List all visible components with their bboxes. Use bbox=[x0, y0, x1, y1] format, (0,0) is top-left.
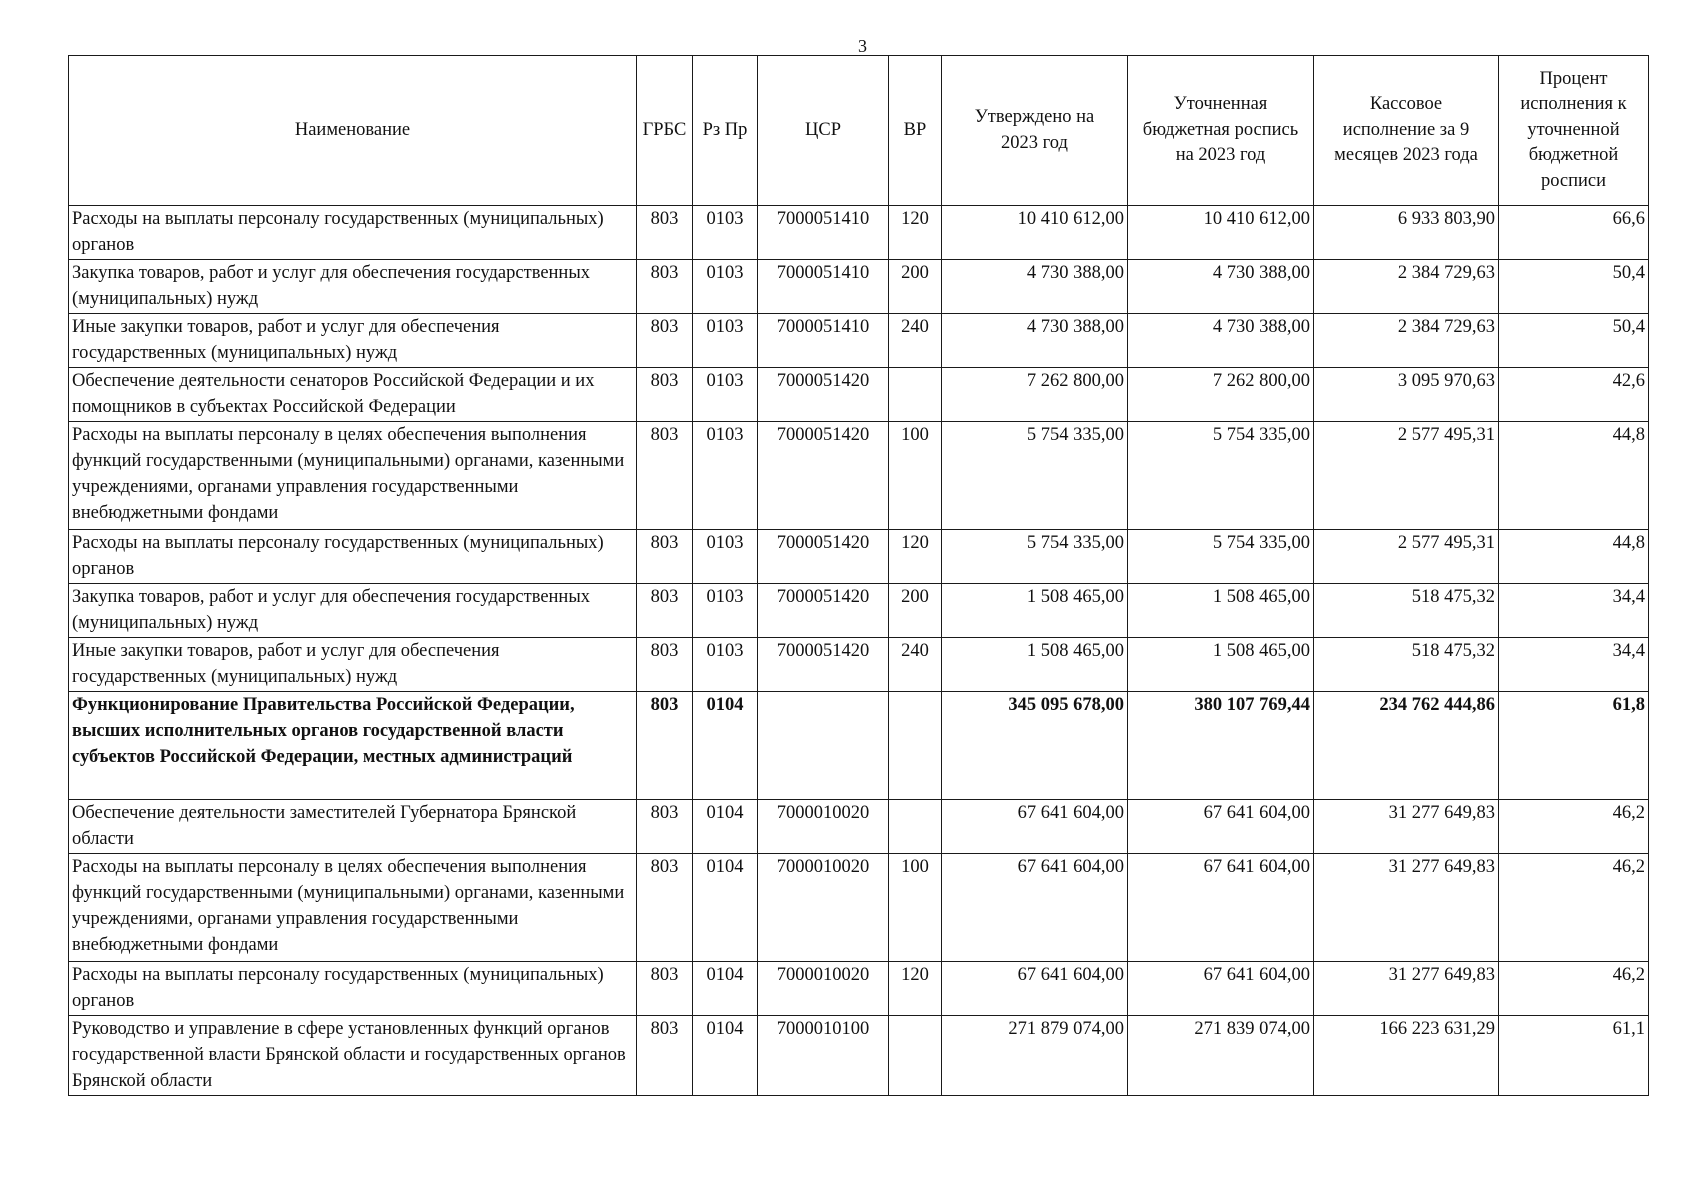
row-approved-cell: 67 641 604,00 bbox=[942, 962, 1128, 1016]
row-csr-cell: 7000051420 bbox=[758, 368, 889, 422]
row-vr-cell bbox=[889, 800, 942, 854]
row-rzpr-cell: 0103 bbox=[693, 314, 758, 368]
budget-execution-table bbox=[68, 55, 1649, 1096]
row-refined-cell: 1 508 465,00 bbox=[1128, 638, 1314, 692]
row-approved-cell: 1 508 465,00 bbox=[942, 638, 1128, 692]
row-refined-cell: 7 262 800,00 bbox=[1128, 368, 1314, 422]
row-refined-cell: 5 754 335,00 bbox=[1128, 422, 1314, 530]
row-percent-cell: 61,8 bbox=[1499, 692, 1649, 800]
table-row bbox=[69, 584, 1649, 638]
row-vr-cell bbox=[889, 692, 942, 800]
row-csr-cell: 7000051420 bbox=[758, 638, 889, 692]
row-approved-cell: 4 730 388,00 bbox=[942, 260, 1128, 314]
row-refined-cell: 67 641 604,00 bbox=[1128, 854, 1314, 962]
header-vr: ВР bbox=[889, 56, 942, 206]
row-name-cell: Расходы на выплаты персоналу государственных (муниципальных) органов bbox=[69, 530, 637, 584]
row-percent-cell: 34,4 bbox=[1499, 584, 1649, 638]
row-refined-cell: 67 641 604,00 bbox=[1128, 962, 1314, 1016]
header-percent: Процент исполнения к уточненной бюджетной росписи bbox=[1499, 56, 1649, 206]
row-cash-cell: 2 384 729,63 bbox=[1314, 260, 1499, 314]
row-cash-cell: 166 223 631,29 bbox=[1314, 1016, 1499, 1096]
table-header-row bbox=[69, 56, 1649, 206]
row-rzpr-cell: 0103 bbox=[693, 584, 758, 638]
row-grbs-cell: 803 bbox=[637, 692, 693, 800]
row-name-cell: Расходы на выплаты персоналу в целях обеспечения выполнения функций государственными (муниципальными) органами, казенными учреждениями, органами управления государственными внебюджетными фондами bbox=[69, 422, 637, 530]
row-grbs-cell: 803 bbox=[637, 314, 693, 368]
row-refined-cell: 271 839 074,00 bbox=[1128, 1016, 1314, 1096]
row-vr-cell: 240 bbox=[889, 638, 942, 692]
row-name-cell: Расходы на выплаты персоналу государственных (муниципальных) органов bbox=[69, 962, 637, 1016]
table-row bbox=[69, 530, 1649, 584]
row-csr-cell: 7000010020 bbox=[758, 854, 889, 962]
row-cash-cell: 31 277 649,83 bbox=[1314, 854, 1499, 962]
row-refined-cell: 1 508 465,00 bbox=[1128, 584, 1314, 638]
row-cash-cell: 2 577 495,31 bbox=[1314, 530, 1499, 584]
row-refined-cell: 5 754 335,00 bbox=[1128, 530, 1314, 584]
row-cash-cell: 2 384 729,63 bbox=[1314, 314, 1499, 368]
table-row bbox=[69, 638, 1649, 692]
table-row bbox=[69, 962, 1649, 1016]
row-approved-cell: 271 879 074,00 bbox=[942, 1016, 1128, 1096]
row-grbs-cell: 803 bbox=[637, 368, 693, 422]
row-percent-cell: 66,6 bbox=[1499, 206, 1649, 260]
row-rzpr-cell: 0103 bbox=[693, 206, 758, 260]
row-name-cell: Расходы на выплаты персоналу государственных (муниципальных) органов bbox=[69, 206, 637, 260]
row-vr-cell bbox=[889, 368, 942, 422]
header-cash: Кассовое исполнение за 9 месяцев 2023 года bbox=[1314, 56, 1499, 206]
row-name-cell: Обеспечение деятельности сенаторов Российской Федерации и их помощников в субъектах Российской Федерации bbox=[69, 368, 637, 422]
table-row bbox=[69, 368, 1649, 422]
row-rzpr-cell: 0103 bbox=[693, 422, 758, 530]
row-name-cell: Закупка товаров, работ и услуг для обеспечения государственных (муниципальных) нужд bbox=[69, 584, 637, 638]
row-cash-cell: 3 095 970,63 bbox=[1314, 368, 1499, 422]
row-grbs-cell: 803 bbox=[637, 530, 693, 584]
header-csr: ЦСР bbox=[758, 56, 889, 206]
row-grbs-cell: 803 bbox=[637, 800, 693, 854]
row-csr-cell: 7000051420 bbox=[758, 530, 889, 584]
row-percent-cell: 46,2 bbox=[1499, 800, 1649, 854]
row-grbs-cell: 803 bbox=[637, 206, 693, 260]
header-grbs: ГРБС bbox=[637, 56, 693, 206]
row-approved-cell: 5 754 335,00 bbox=[942, 422, 1128, 530]
row-grbs-cell: 803 bbox=[637, 1016, 693, 1096]
row-cash-cell: 2 577 495,31 bbox=[1314, 422, 1499, 530]
row-vr-cell bbox=[889, 1016, 942, 1096]
row-csr-cell: 7000010020 bbox=[758, 800, 889, 854]
table-body bbox=[69, 206, 1649, 1096]
row-percent-cell: 34,4 bbox=[1499, 638, 1649, 692]
row-rzpr-cell: 0104 bbox=[693, 854, 758, 962]
row-csr-cell: 7000051420 bbox=[758, 422, 889, 530]
table-row bbox=[69, 206, 1649, 260]
row-name-cell: Функционирование Правительства Российской Федерации, высших исполнительных органов государственной власти субъектов Российской Федерации, местных администраций bbox=[69, 692, 637, 800]
row-cash-cell: 31 277 649,83 bbox=[1314, 800, 1499, 854]
row-name-cell: Расходы на выплаты персоналу в целях обеспечения выполнения функций государственными (муниципальными) органами, казенными учреждениями, органами управления государственными внебюджетными фондами bbox=[69, 854, 637, 962]
row-cash-cell: 518 475,32 bbox=[1314, 638, 1499, 692]
table-row bbox=[69, 854, 1649, 962]
table-row bbox=[69, 1016, 1649, 1096]
row-vr-cell: 120 bbox=[889, 530, 942, 584]
row-refined-cell: 380 107 769,44 bbox=[1128, 692, 1314, 800]
row-percent-cell: 61,1 bbox=[1499, 1016, 1649, 1096]
row-csr-cell: 7000010100 bbox=[758, 1016, 889, 1096]
row-approved-cell: 7 262 800,00 bbox=[942, 368, 1128, 422]
row-name-cell: Обеспечение деятельности заместителей Губернатора Брянской области bbox=[69, 800, 637, 854]
table-row bbox=[69, 692, 1649, 800]
row-refined-cell: 4 730 388,00 bbox=[1128, 314, 1314, 368]
row-cash-cell: 518 475,32 bbox=[1314, 584, 1499, 638]
row-csr-cell: 7000051410 bbox=[758, 314, 889, 368]
row-rzpr-cell: 0104 bbox=[693, 1016, 758, 1096]
row-refined-cell: 67 641 604,00 bbox=[1128, 800, 1314, 854]
row-vr-cell: 200 bbox=[889, 260, 942, 314]
row-csr-cell: 7000051410 bbox=[758, 206, 889, 260]
row-percent-cell: 44,8 bbox=[1499, 530, 1649, 584]
header-refined: Уточненная бюджетная роспись на 2023 год bbox=[1128, 56, 1314, 206]
header-name: Наименование bbox=[69, 56, 637, 206]
table-row bbox=[69, 260, 1649, 314]
row-csr-cell: 7000051410 bbox=[758, 260, 889, 314]
row-name-cell: Закупка товаров, работ и услуг для обеспечения государственных (муниципальных) нужд bbox=[69, 260, 637, 314]
row-rzpr-cell: 0104 bbox=[693, 962, 758, 1016]
row-grbs-cell: 803 bbox=[637, 962, 693, 1016]
header-rzpr: Рз Пр bbox=[693, 56, 758, 206]
row-approved-cell: 67 641 604,00 bbox=[942, 854, 1128, 962]
row-csr-cell: 7000051420 bbox=[758, 584, 889, 638]
row-refined-cell: 4 730 388,00 bbox=[1128, 260, 1314, 314]
row-approved-cell: 5 754 335,00 bbox=[942, 530, 1128, 584]
row-vr-cell: 100 bbox=[889, 422, 942, 530]
row-grbs-cell: 803 bbox=[637, 260, 693, 314]
row-cash-cell: 6 933 803,90 bbox=[1314, 206, 1499, 260]
row-name-cell: Иные закупки товаров, работ и услуг для обеспечения государственных (муниципальных) нужд bbox=[69, 314, 637, 368]
row-rzpr-cell: 0103 bbox=[693, 260, 758, 314]
row-grbs-cell: 803 bbox=[637, 854, 693, 962]
page-number: 3 bbox=[858, 36, 867, 56]
table-row bbox=[69, 800, 1649, 854]
row-percent-cell: 50,4 bbox=[1499, 314, 1649, 368]
row-percent-cell: 50,4 bbox=[1499, 260, 1649, 314]
row-percent-cell: 42,6 bbox=[1499, 368, 1649, 422]
row-cash-cell: 31 277 649,83 bbox=[1314, 962, 1499, 1016]
row-vr-cell: 240 bbox=[889, 314, 942, 368]
row-vr-cell: 120 bbox=[889, 206, 942, 260]
row-vr-cell: 120 bbox=[889, 962, 942, 1016]
row-rzpr-cell: 0103 bbox=[693, 638, 758, 692]
row-percent-cell: 46,2 bbox=[1499, 854, 1649, 962]
row-refined-cell: 10 410 612,00 bbox=[1128, 206, 1314, 260]
header-approved: Утверждено на 2023 год bbox=[942, 56, 1128, 206]
row-rzpr-cell: 0103 bbox=[693, 530, 758, 584]
row-approved-cell: 345 095 678,00 bbox=[942, 692, 1128, 800]
row-csr-cell: 7000010020 bbox=[758, 962, 889, 1016]
row-name-cell: Руководство и управление в сфере установленных функций органов государственной власти Брянской области и государственных органов Брянской области bbox=[69, 1016, 637, 1096]
row-rzpr-cell: 0104 bbox=[693, 800, 758, 854]
row-grbs-cell: 803 bbox=[637, 422, 693, 530]
row-csr-cell bbox=[758, 692, 889, 800]
row-approved-cell: 4 730 388,00 bbox=[942, 314, 1128, 368]
row-rzpr-cell: 0104 bbox=[693, 692, 758, 800]
row-approved-cell: 10 410 612,00 bbox=[942, 206, 1128, 260]
table-row bbox=[69, 422, 1649, 530]
row-vr-cell: 200 bbox=[889, 584, 942, 638]
row-cash-cell: 234 762 444,86 bbox=[1314, 692, 1499, 800]
row-rzpr-cell: 0103 bbox=[693, 368, 758, 422]
table-row bbox=[69, 314, 1649, 368]
row-percent-cell: 46,2 bbox=[1499, 962, 1649, 1016]
row-approved-cell: 67 641 604,00 bbox=[942, 800, 1128, 854]
row-percent-cell: 44,8 bbox=[1499, 422, 1649, 530]
row-name-cell: Иные закупки товаров, работ и услуг для обеспечения государственных (муниципальных) нужд bbox=[69, 638, 637, 692]
row-grbs-cell: 803 bbox=[637, 584, 693, 638]
row-vr-cell: 100 bbox=[889, 854, 942, 962]
row-approved-cell: 1 508 465,00 bbox=[942, 584, 1128, 638]
row-grbs-cell: 803 bbox=[637, 638, 693, 692]
